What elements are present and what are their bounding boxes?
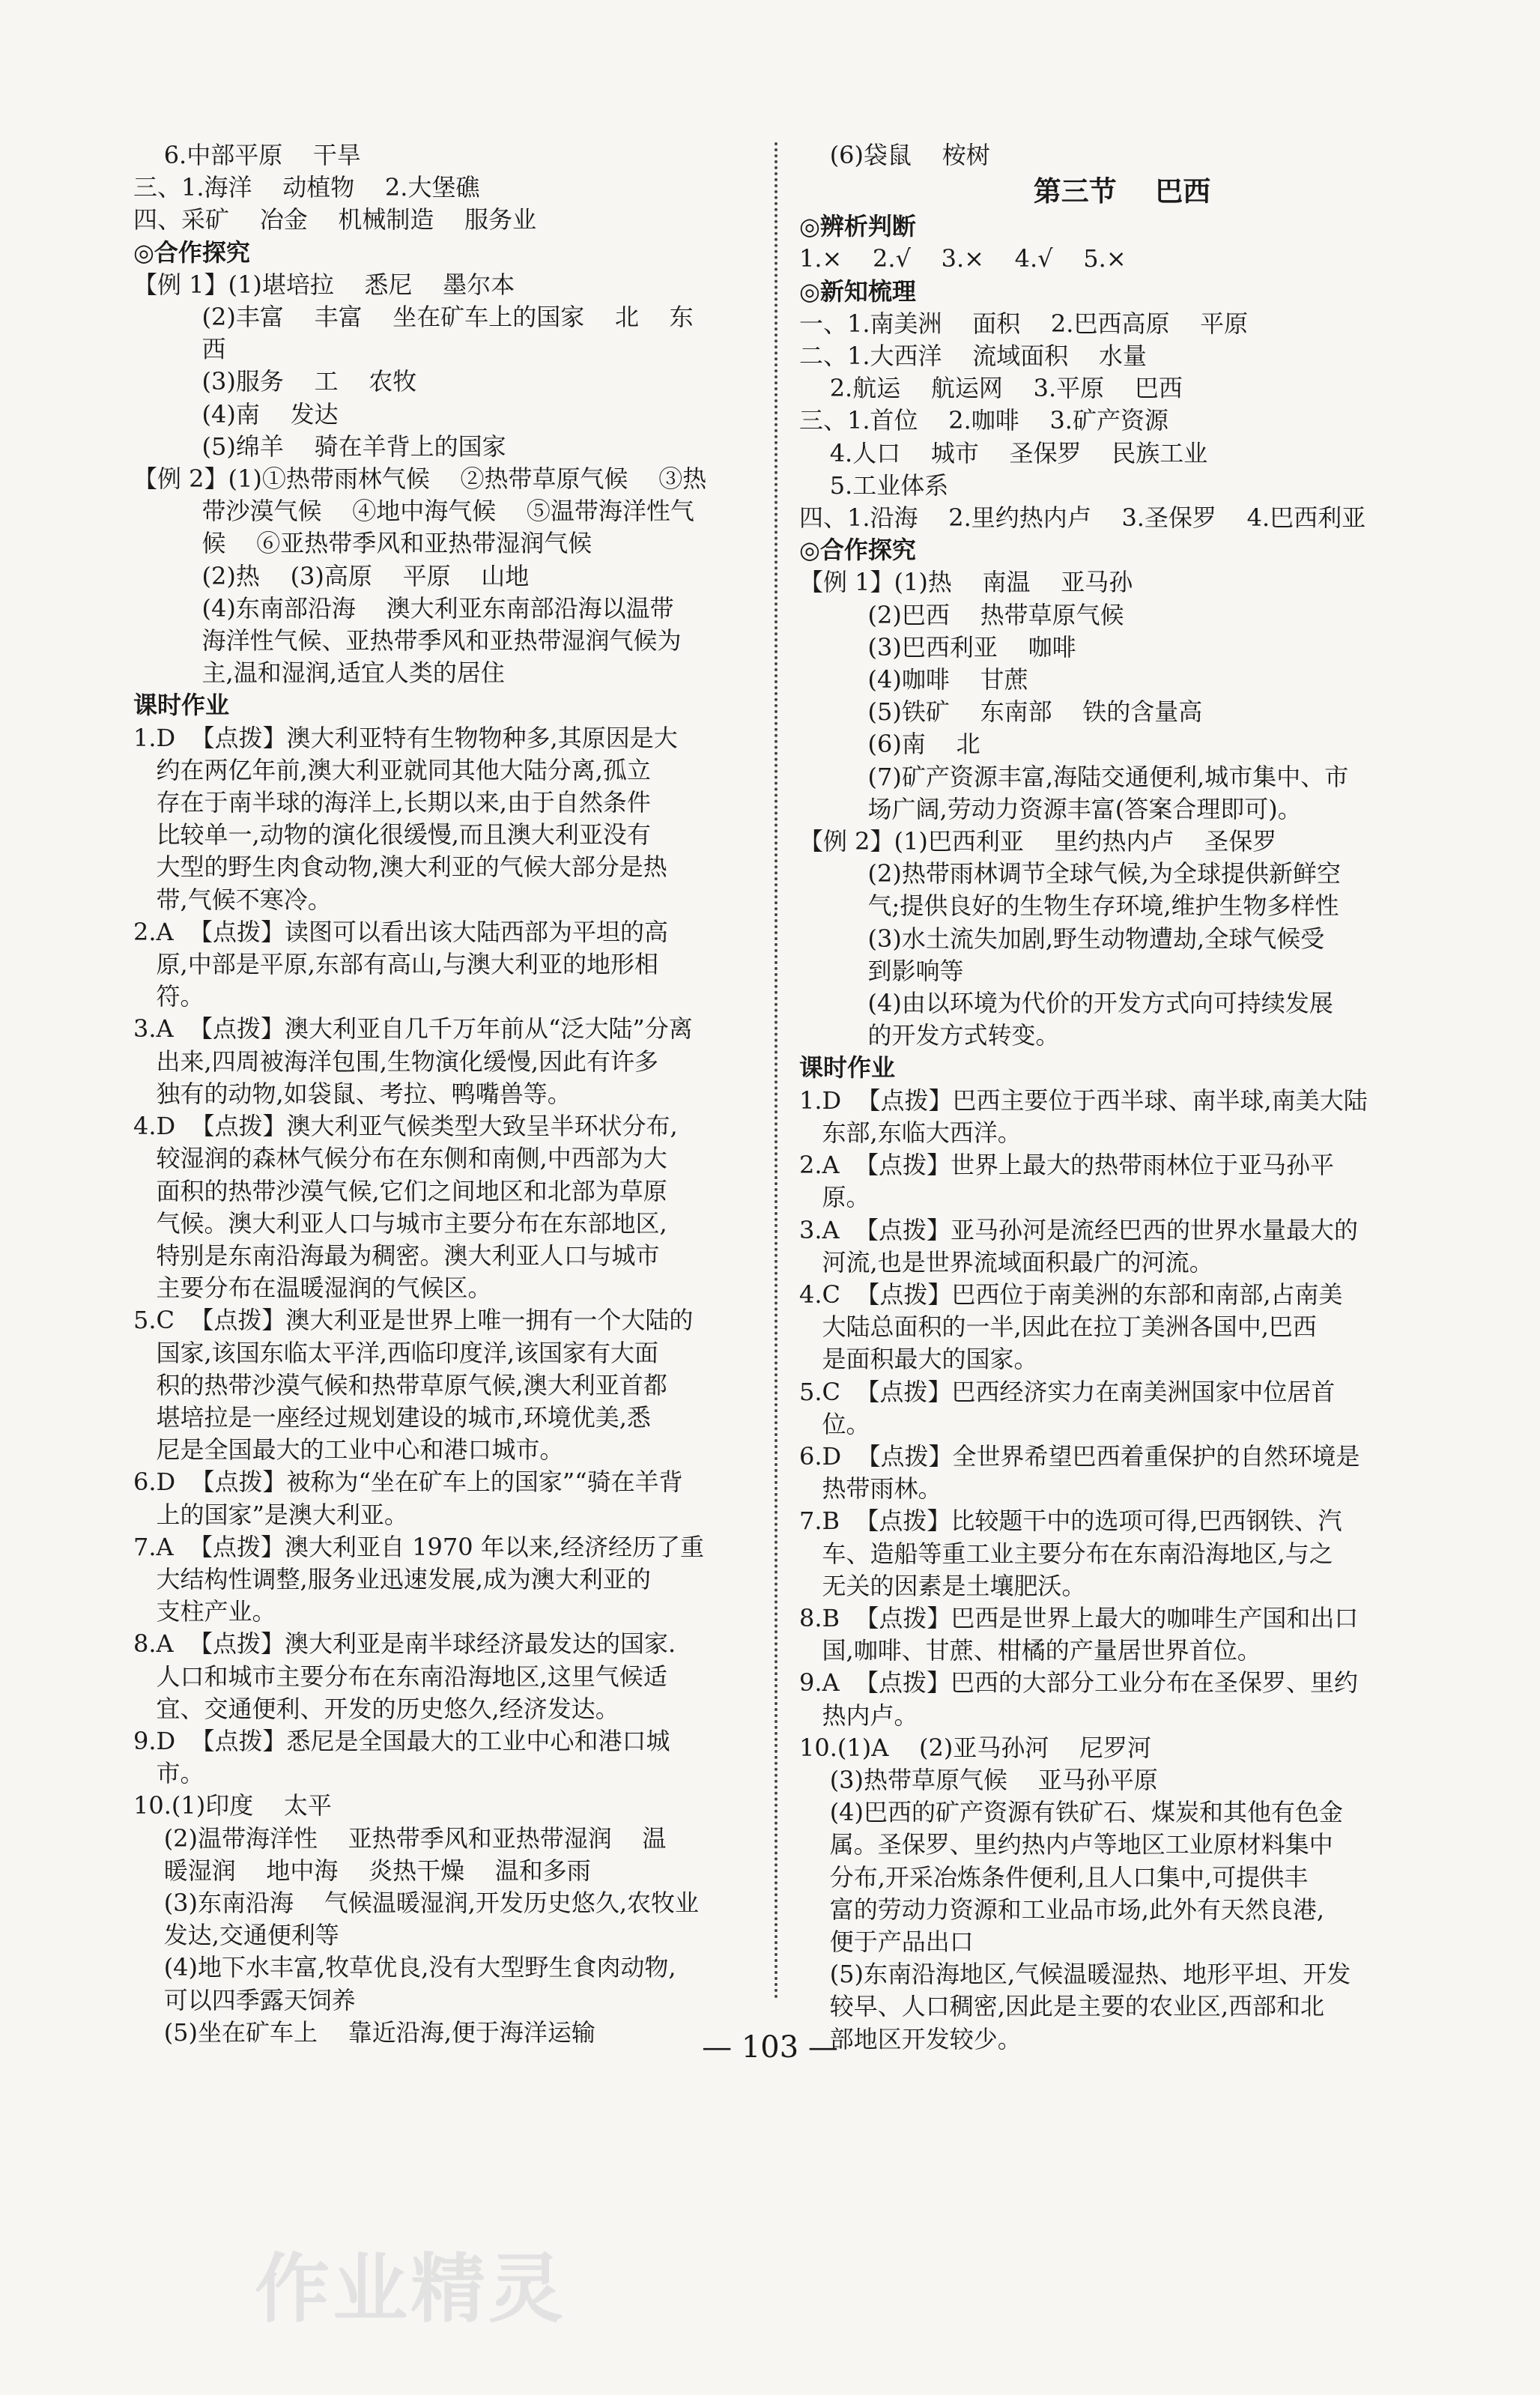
text-line: 便于产品出口 bbox=[799, 1927, 974, 1956]
text-line: 车、造船等重工业主要分布在东南沿海地区,与之 bbox=[799, 1539, 1333, 1568]
text-line: 9.A 【点拨】巴西的大部分工业分布在圣保罗、里约 bbox=[799, 1668, 1358, 1698]
watermark: 作业精灵 bbox=[255, 2245, 566, 2333]
text-line: 属。圣保罗、里约热内卢等地区工业原材料集中 bbox=[799, 1830, 1333, 1859]
text-line: (5)东南沿海地区,气候温暖湿热、地形平坦、开发 bbox=[799, 1960, 1351, 1989]
text-line: 位。 bbox=[799, 1409, 870, 1438]
text-line: 5.C 【点拨】巴西经济实力在南美洲国家中位居首 bbox=[799, 1377, 1336, 1406]
text-line: (4)地下水丰富,牧草优良,没有大型野生食肉动物, bbox=[133, 1953, 676, 1982]
text-line: (4)巴西的矿产资源有铁矿石、煤炭和其他有色金 bbox=[799, 1798, 1344, 1827]
text-line: 9.D 【点拨】悉尼是全国最大的工业中心和港口城 bbox=[133, 1726, 670, 1755]
text-line: 堪培拉是一座经过规划建设的城市,环境优美,悉 bbox=[133, 1402, 651, 1432]
section-title: 第三节 巴西 bbox=[1033, 175, 1211, 208]
text-line: ◎合作探究 bbox=[799, 536, 916, 565]
text-line: 国家,该国东临太平洋,西临印度洋,该国家有大面 bbox=[133, 1338, 659, 1367]
text-line: (2)温带海洋性 亚热带季风和亚热带湿润 温 bbox=[133, 1823, 667, 1853]
text-line: (2)热 (3)高原 平原 山地 bbox=[133, 561, 530, 590]
text-line: 暖湿润 地中海 炎热干燥 温和多雨 bbox=[133, 1856, 591, 1885]
text-line: (4)由以环境为代价的开发方式向可持续发展 bbox=[799, 989, 1333, 1018]
text-line: 10.(1)A (2)亚马孙河 尼罗河 bbox=[799, 1733, 1152, 1762]
right-column bbox=[799, 139, 1445, 2056]
text-line: (6)南 北 bbox=[799, 730, 980, 759]
text-line: 气候。澳大利亚人口与城市主要分布在东部地区, bbox=[133, 1208, 667, 1238]
text-line: 发达,交通便利等 bbox=[133, 1921, 339, 1950]
text-line: 7.A 【点拨】澳大利亚自 1970 年以来,经济经历了重 bbox=[133, 1532, 704, 1561]
text-line: 4.人口 城市 圣保罗 民族工业 bbox=[799, 438, 1208, 467]
text-line: 无关的因素是土壤肥沃。 bbox=[799, 1571, 1086, 1600]
text-line: 约在两亿年前,澳大利亚就同其他大陆分离,孤立 bbox=[133, 755, 651, 784]
text-line: 8.B 【点拨】巴西是世界上最大的咖啡生产国和出口 bbox=[799, 1603, 1359, 1632]
text-line: 7.B 【点拨】比较题干中的选项可得,巴西钢铁、汽 bbox=[799, 1507, 1342, 1536]
text-line: 比较单一,动物的演化很缓慢,而且澳大利亚没有 bbox=[133, 820, 651, 850]
text-line: 四、1.沿海 2.里约热内卢 3.圣保罗 4.巴西利亚 bbox=[799, 503, 1366, 533]
text-line: 积的热带沙漠气候和热带草原气候,澳大利亚首都 bbox=[133, 1370, 667, 1399]
text-line: (5)铁矿 东南部 铁的含量高 bbox=[799, 697, 1203, 727]
text-line: 【例 2】(1)巴西利亚 里约热内卢 圣保罗 bbox=[799, 827, 1277, 856]
text-line: 上的国家”是澳大利亚。 bbox=[133, 1500, 408, 1529]
text-line: 3.A 【点拨】亚马孙河是流经巴西的世界水量最大的 bbox=[799, 1215, 1358, 1244]
text-line: ◎新知梳理 bbox=[799, 276, 916, 306]
text-line: 市。 bbox=[133, 1759, 204, 1788]
text-line: (6)袋鼠 桉树 bbox=[799, 141, 990, 169]
text-line: (2)丰富 丰富 坐在矿车上的国家 北 东 bbox=[133, 303, 694, 332]
text-line: ◎合作探究 bbox=[133, 237, 250, 267]
text-line: 3.A 【点拨】澳大利亚自几千万年前从“泛大陆”分离 bbox=[133, 1014, 693, 1044]
text-line: 5.C 【点拨】澳大利亚是世界上唯一拥有一个大陆的 bbox=[133, 1306, 694, 1335]
text-line: 存在于南半球的海洋上,长期以来,由于自然条件 bbox=[133, 788, 651, 817]
text-line: 较湿润的森林气候分布在东侧和南侧,中西部为大 bbox=[133, 1144, 667, 1173]
text-line: 课时作业 bbox=[799, 1053, 896, 1083]
text-line: (3)热带草原气候 亚马孙平原 bbox=[799, 1765, 1158, 1794]
text-line: (3)巴西利亚 咖啡 bbox=[799, 632, 1076, 661]
text-line: 带沙漠气候 ④地中海气候 ⑤温带海洋性气 bbox=[133, 497, 694, 526]
text-line: 【例 2】(1)①热带雨林气候 ②热带草原气候 ③热 bbox=[133, 464, 707, 494]
text-line: 热内卢。 bbox=[799, 1701, 918, 1730]
text-line: 2.A 【点拨】读图可以看出该大陆西部为平坦的高 bbox=[133, 917, 668, 946]
text-line: (3)服务 工 农牧 bbox=[133, 367, 417, 396]
text-line: (7)矿产资源丰富,海陆交通便利,城市集中、市 bbox=[799, 762, 1349, 791]
text-line: 5.工业体系 bbox=[799, 470, 949, 500]
text-line: 大陆总面积的一半,因此在拉丁美洲各国中,巴西 bbox=[799, 1312, 1317, 1342]
text-line: 课时作业 bbox=[133, 691, 230, 720]
text-line: (4)东南部沿海 澳大利亚东南部沿海以温带 bbox=[133, 593, 674, 623]
text-line: 原。 bbox=[799, 1183, 870, 1212]
text-line: 的开发方式转变。 bbox=[799, 1021, 1060, 1050]
text-line: 国,咖啡、甘蔗、柑橘的产量居世界首位。 bbox=[799, 1636, 1261, 1665]
text-line: 6.D 【点拨】全世界希望巴西着重保护的自然环境是 bbox=[799, 1441, 1360, 1471]
text-line: 6.中部平原 干旱 bbox=[133, 141, 361, 169]
text-line: (3)水土流失加剧,野生动物遭劫,全球气候受 bbox=[799, 924, 1325, 953]
text-line: 富的劳动力资源和工业品市场,此外有天然良港, bbox=[799, 1895, 1325, 1924]
text-line: 【例 1】(1)热 南温 亚马孙 bbox=[799, 568, 1133, 597]
text-line: (5)绵羊 骑在羊背上的国家 bbox=[133, 432, 506, 461]
text-line: 8.A 【点拨】澳大利亚是南半球经济最发达的国家. bbox=[133, 1629, 676, 1659]
text-line: 4.C 【点拨】巴西位于南美洲的东部和南部,占南美 bbox=[799, 1280, 1343, 1309]
text-line: 较早、人口稠密,因此是主要的农业区,西部和北 bbox=[799, 1992, 1325, 2021]
text-line: 【例 1】(1)堪培拉 悉尼 墨尔本 bbox=[133, 270, 515, 299]
text-line: (2)巴西 热带草原气候 bbox=[799, 600, 1124, 629]
text-line: 6.D 【点拨】被称为“坐在矿车上的国家”“骑在羊背 bbox=[133, 1468, 683, 1497]
text-line: 一、1.南美洲 面积 2.巴西高原 平原 bbox=[799, 309, 1249, 338]
text-line: 可以四季露天饲养 bbox=[133, 1985, 356, 2014]
text-line: 部地区开发较少。 bbox=[799, 2024, 1022, 2053]
text-line: 出来,四周被海洋包围,生物演化缓慢,因此有许多 bbox=[133, 1047, 659, 1076]
text-line: 4.D 【点拨】澳大利亚气候类型大致呈半环状分布, bbox=[133, 1112, 678, 1141]
text-line: 特别是东南沿海最为稠密。澳大利亚人口与城市 bbox=[133, 1241, 660, 1270]
column-divider bbox=[774, 142, 777, 2000]
text-line: 二、1.大西洋 流域面积 水量 bbox=[799, 342, 1147, 371]
text-line: 面积的热带沙漠气候,它们之间地区和北部为草原 bbox=[133, 1176, 667, 1205]
text-line: (5)坐在矿车上 靠近沿海,便于海洋运输 bbox=[133, 2017, 595, 2047]
text-line: (4)咖啡 甘蔗 bbox=[799, 665, 1028, 694]
text-line: 河流,也是世界流域面积最广的河流。 bbox=[799, 1247, 1213, 1277]
text-line: 海洋性气候、亚热带季风和亚热带湿润气候为 bbox=[133, 626, 682, 655]
text-line: 气;提供良好的生物生存环境,维护生物多样性 bbox=[799, 891, 1339, 921]
text-line: 大结构性调整,服务业迅速发展,成为澳大利亚的 bbox=[133, 1564, 651, 1593]
text-line: 三、1.首位 2.咖啡 3.矿产资源 bbox=[799, 406, 1168, 435]
text-line: 带,气候不寒冷。 bbox=[133, 885, 332, 914]
text-line: 场广阔,劳动力资源丰富(答案合理即可)。 bbox=[799, 794, 1302, 823]
text-line: 人口和城市主要分布在东南沿海地区,这里气候适 bbox=[133, 1662, 667, 1691]
text-line: 四、采矿 冶金 机械制造 服务业 bbox=[133, 205, 537, 234]
text-line: 主要分布在温暖湿润的气候区。 bbox=[133, 1274, 492, 1303]
text-line: 2.航运 航运网 3.平原 巴西 bbox=[799, 374, 1183, 403]
text-line: 到影响等 bbox=[799, 956, 964, 985]
text-line: 宜、交通便利、开发的历史悠久,经济发达。 bbox=[133, 1694, 619, 1723]
text-line: 是面积最大的国家。 bbox=[799, 1345, 1038, 1374]
text-line: 候 ⑥亚热带季风和亚热带湿润气候 bbox=[133, 529, 592, 558]
text-line: 分布,开采冶炼条件便利,且人口集中,可提供丰 bbox=[799, 1862, 1309, 1892]
text-line: (3)东南沿海 气候温暖湿润,开发历史悠久,农牧业 bbox=[133, 1888, 700, 1917]
text-line: 大型的野生肉食动物,澳大利亚的气候大部分是热 bbox=[133, 853, 667, 882]
text-line: 热带雨林。 bbox=[799, 1474, 942, 1504]
text-line: 西 bbox=[133, 335, 226, 364]
text-line: 10.(1)印度 太平 bbox=[133, 1791, 332, 1820]
text-line: 尼是全国最大的工业中心和港口城市。 bbox=[133, 1435, 564, 1465]
text-line: 1.× 2.√ 3.× 4.√ 5.× bbox=[799, 244, 1127, 273]
text-line: 1.D 【点拨】澳大利亚特有生物物种多,其原因是大 bbox=[133, 723, 678, 752]
text-line: 2.A 【点拨】世界上最大的热带雨林位于亚马孙平 bbox=[799, 1151, 1334, 1180]
text-line: 符。 bbox=[133, 982, 204, 1011]
text-line: ◎辨析判断 bbox=[799, 212, 916, 241]
text-line: 三、1.海洋 动植物 2.大堡礁 bbox=[133, 173, 480, 202]
text-line: 主,温和湿润,适宜人类的居住 bbox=[133, 658, 505, 688]
text-line: (2)热带雨林调节全球气候,为全球提供新鲜空 bbox=[799, 859, 1342, 888]
text-line: 独有的动物,如袋鼠、考拉、鸭嘴兽等。 bbox=[133, 1079, 572, 1108]
text-line: 支柱产业。 bbox=[133, 1597, 276, 1626]
text-line: 东部,东临大西洋。 bbox=[799, 1118, 1022, 1147]
text-line: 1.D 【点拨】巴西主要位于西半球、南半球,南美大陆 bbox=[799, 1086, 1368, 1115]
page-number: — 103 — bbox=[702, 2030, 838, 2065]
text-line: (4)南 发达 bbox=[133, 399, 339, 429]
left-column bbox=[133, 139, 774, 2049]
text-line: 原,中部是平原,东部有高山,与澳大利亚的地形相 bbox=[133, 950, 659, 979]
